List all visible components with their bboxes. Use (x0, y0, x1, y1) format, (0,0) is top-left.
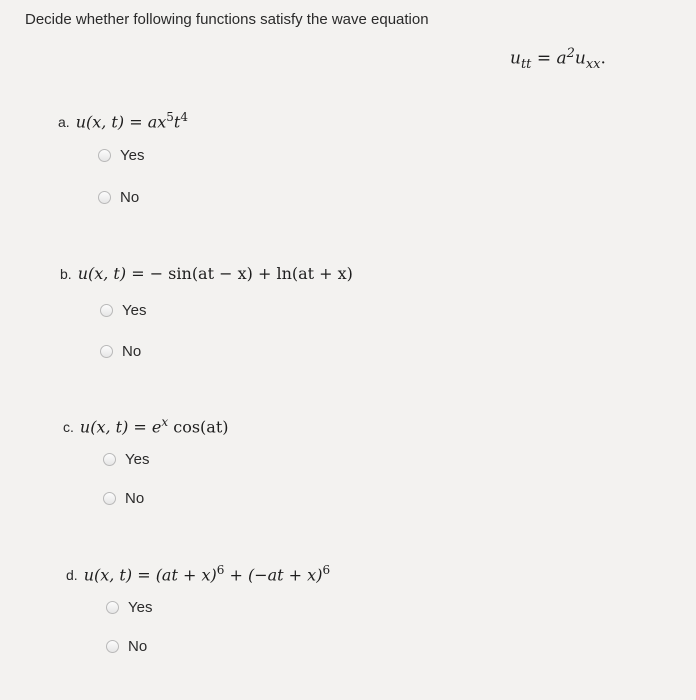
radio-button[interactable] (106, 601, 119, 614)
question-d-sup1: 6 (216, 563, 225, 577)
question-b-letter: b. (60, 266, 72, 282)
radio-button[interactable] (100, 304, 113, 317)
question-a-sup2: 4 (180, 110, 188, 124)
wave-eq-rhs-sub: xx (585, 57, 601, 73)
option-label: Yes (120, 147, 145, 164)
question-d-lhs: u(x, t) = (83, 565, 156, 585)
question-c-mid: cos(at) (168, 417, 229, 437)
question-a-sup1: 5 (166, 110, 174, 124)
question-b-option-yes[interactable] (100, 302, 146, 319)
wave-eq-period: . (600, 48, 606, 69)
question-c-option-yes[interactable] (103, 451, 149, 468)
radio-button[interactable] (98, 149, 111, 162)
question-d-option-yes[interactable] (106, 599, 152, 616)
wave-eq-lhs-sub: tt (520, 57, 532, 73)
question-b-rhs: − sin(at − x) + ln(at + x) (149, 264, 353, 283)
wave-eq-lhs: u (510, 48, 521, 69)
radio-button[interactable] (103, 492, 116, 505)
option-label: Yes (125, 451, 150, 468)
question-c-sup1: x (161, 415, 169, 429)
question-c (63, 415, 228, 437)
wave-eq-a-sup: 2 (566, 46, 575, 61)
question-d (66, 563, 330, 585)
question-d-option-no[interactable] (106, 638, 147, 655)
radio-button[interactable] (98, 191, 111, 204)
radio-button[interactable] (103, 453, 116, 466)
wave-eq-a: a (556, 48, 567, 69)
question-a-letter: a. (58, 114, 70, 131)
radio-button[interactable] (100, 345, 113, 358)
question-a-option-no[interactable] (98, 189, 139, 206)
question-a-mid: t (173, 112, 181, 132)
question-d-rhs: (at + x) (155, 565, 217, 585)
question-d-sup2: 6 (322, 563, 331, 577)
option-label: No (122, 343, 142, 360)
option-label: No (120, 189, 140, 206)
wave-eq-equals: = (536, 48, 552, 69)
question-c-option-no[interactable] (103, 490, 144, 507)
question-b-option-no[interactable] (100, 343, 141, 360)
option-label: No (125, 490, 145, 507)
question-a-option-yes[interactable] (98, 147, 144, 164)
radio-button[interactable] (106, 640, 119, 653)
option-label: Yes (122, 302, 147, 319)
question-a (58, 110, 188, 132)
question-c-letter: c. (63, 419, 74, 436)
question-c-lhs: u(x, t) = (79, 417, 152, 437)
wave-equation (510, 46, 606, 72)
option-label: No (128, 638, 148, 655)
question-b-lhs: u(x, t) = (77, 264, 150, 283)
wave-eq-rhs: u (574, 48, 586, 69)
question-a-rhs: ax (147, 112, 167, 132)
question-c-rhs: e (151, 417, 162, 437)
question-a-lhs: u(x, t) = (75, 112, 148, 132)
question-b (60, 264, 353, 284)
question-d-letter: d. (66, 567, 78, 584)
question-d-mid: + (−at + x) (224, 565, 323, 585)
question-prompt: Decide whether following functions satisfy the wave equation (25, 11, 429, 28)
option-label: Yes (128, 599, 153, 616)
